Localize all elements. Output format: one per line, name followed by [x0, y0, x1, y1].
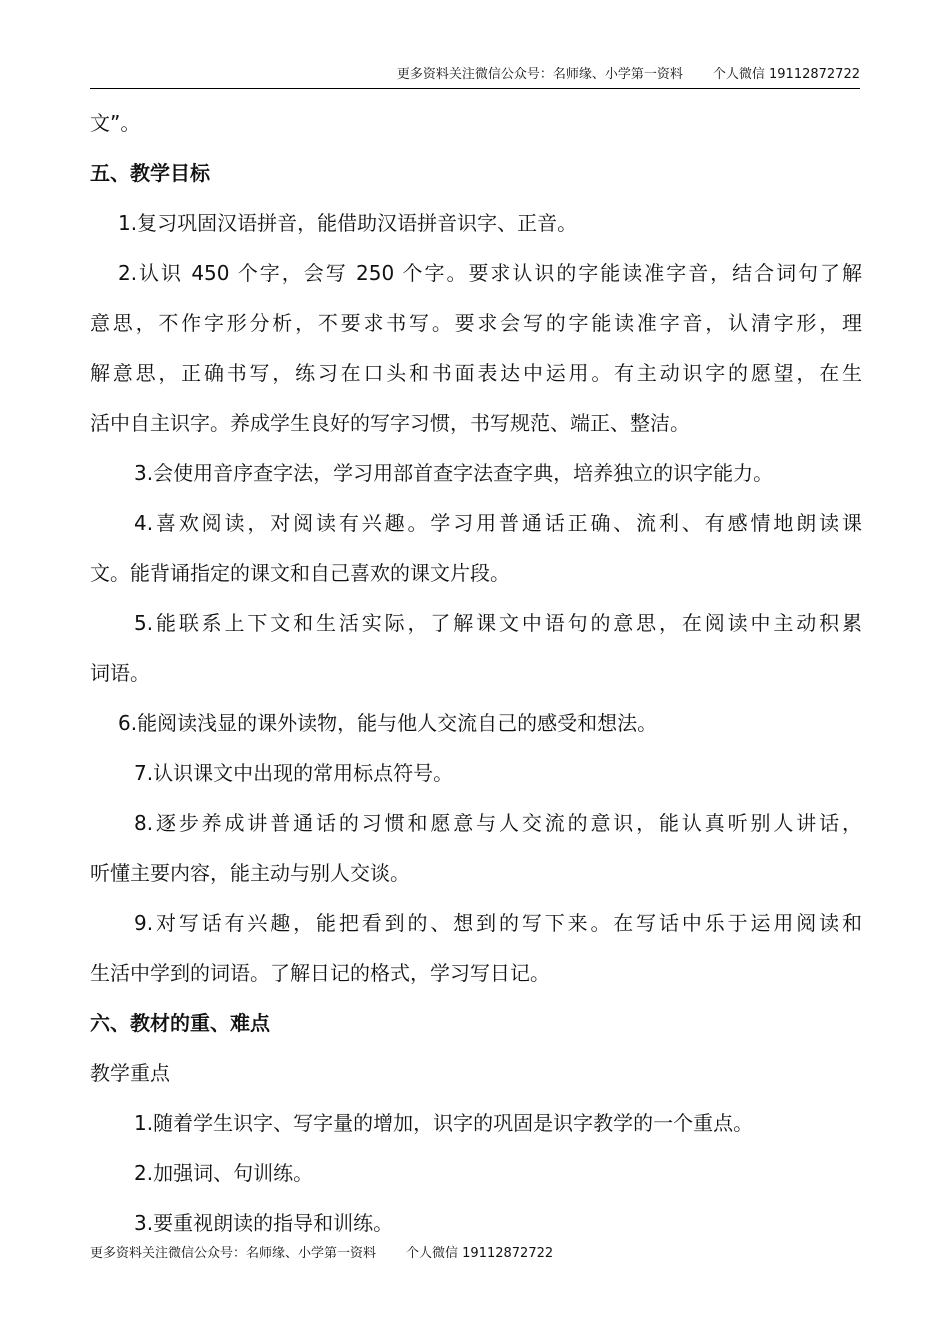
goal-item-6: 6.能阅读浅显的课外读物，能与他人交流自己的感受和想法。 [118, 711, 658, 735]
goal-item-3: 3.会使用音序查字法，学习用部首查字法查字典，培养独立的识字能力。 [134, 461, 774, 485]
header-contact-text: 个人微信 19112872722 [712, 67, 860, 82]
goal-item-1: 1.复习巩固汉语拼音，能借助汉语拼音识字、正音。 [118, 211, 578, 235]
paragraph-line: 文”。 [90, 111, 141, 135]
section-heading-goals: 五、教学目标 [90, 161, 210, 185]
page-footer [90, 1244, 553, 1264]
paragraph-line: 生活中学到的词语。了解日记的格式，学习写日记。 [90, 961, 550, 985]
focus-item-1: 1.随着学生识字、写字量的增加，识字的巩固是识字教学的一个重点。 [134, 1111, 754, 1135]
paragraph-line: 听懂主要内容，能主动与别人交谈。 [90, 861, 410, 885]
paragraph-line: 意思，不作字形分析，不要求书写。要求会写的字能读准字音，认清字形，理 [90, 311, 862, 335]
paragraph-line: 词语。 [90, 661, 150, 685]
header-source-text: 更多资料关注微信公众号：名师缘、小学第一资料 [396, 67, 683, 82]
paragraph-line: 解意思，正确书写，练习在口头和书面表达中运用。有主动识字的愿望，在生 [90, 361, 862, 385]
goal-item-7: 7.认识课文中出现的常用标点符号。 [134, 761, 454, 785]
document-body [90, 98, 862, 1248]
page-header [90, 64, 860, 89]
subheading-teaching-focus: 教学重点 [90, 1061, 170, 1085]
footer-source-text: 更多资料关注微信公众号：名师缘、小学第一资料 [90, 1246, 377, 1261]
goal-item-2: 2.认识 450 个字，会写 250 个字。要求认识的字能读准字音，结合词句了解 [118, 261, 862, 285]
section-heading-key-points: 六、教材的重、难点 [90, 1011, 270, 1035]
goal-item-5: 5.能联系上下文和生活实际，了解课文中语句的意思，在阅读中主动积累 [134, 611, 862, 635]
paragraph-line: 活中自主识字。养成学生良好的写字习惯，书写规范、端正、整洁。 [90, 411, 690, 435]
goal-item-4: 4.喜欢阅读，对阅读有兴趣。学习用普通话正确、流利、有感情地朗读课 [134, 511, 862, 535]
focus-item-3: 3.要重视朗读的指导和训练。 [134, 1211, 394, 1235]
focus-item-2: 2.加强词、句训练。 [134, 1161, 314, 1185]
footer-contact-text: 个人微信 19112872722 [406, 1246, 554, 1261]
goal-item-8: 8.逐步养成讲普通话的习惯和愿意与人交流的意识，能认真听别人讲话， [134, 811, 862, 835]
paragraph-line: 文。能背诵指定的课文和自己喜欢的课文片段。 [90, 561, 510, 585]
goal-item-9: 9.对写话有兴趣，能把看到的、想到的写下来。在写话中乐于运用阅读和 [134, 911, 862, 935]
